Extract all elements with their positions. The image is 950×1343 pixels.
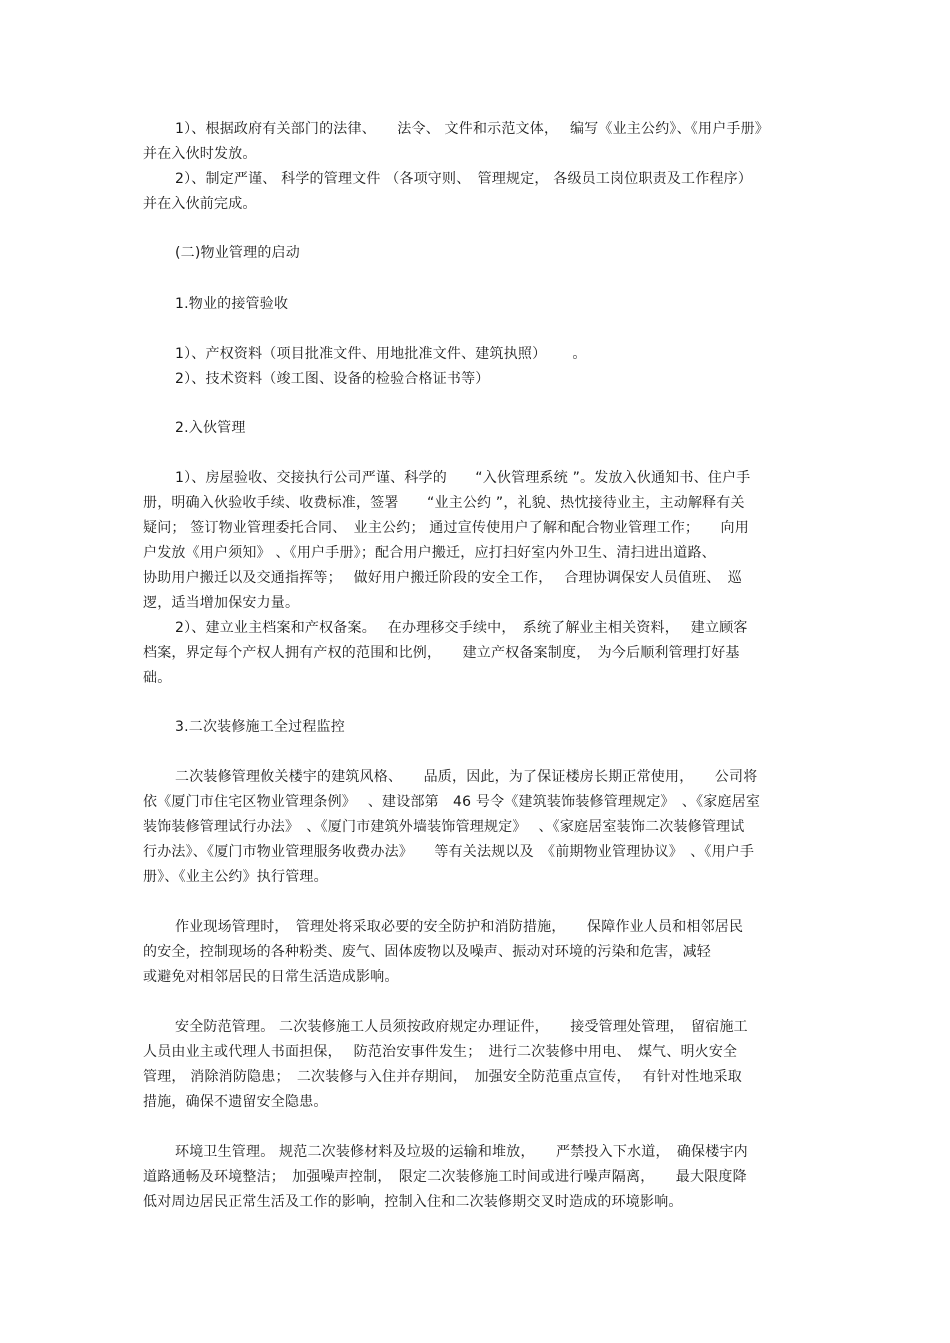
text-line: 安全防范管理。 二次装修施工人员须按政府规定办理证件， 接受管理处管理， 留宿施工 <box>175 1019 748 1035</box>
section-heading: (二)物业管理的启动 <box>175 245 300 261</box>
subsection-heading: 3.二次装修施工全过程监控 <box>175 719 345 735</box>
text-line: 或避免对相邻居民的日常生活造成影响。 <box>143 969 399 985</box>
text-line: 册，明确入伙验收手续、收费标准，签署 “业主公约 ”，礼貌、热忱接待业主，主动解释有关 <box>143 495 745 511</box>
text-line: 档案，界定每个产权人拥有产权的范围和比例， 建立产权备案制度， 为今后顺利管理打好基 <box>143 645 740 661</box>
text-line: 2）、技术资料（竣工图、设备的检验合格证书等） <box>175 371 490 387</box>
text-line: 逻，适当增加保安力量。 <box>143 595 300 611</box>
subsection-heading: 2.入伙管理 <box>175 420 246 436</box>
text-line: 人员由业主或代理人书面担保， 防范治安事件发生； 进行二次装修中用电、 煤气、明火安全 <box>143 1044 738 1060</box>
text-line: 户发放《用户须知》 、《用户手册》；配合用户搬迁，应打扫好室内外卫生、清扫进出道路、 <box>143 545 716 561</box>
text-line: 并在入伙时发放。 <box>143 146 257 162</box>
text-line: 疑问； 签订物业管理委托合同、 业主公约； 通过宣传使用户了解和配合物业管理工作； 向用 <box>143 520 749 536</box>
text-line: 管理， 消除消防隐患； 二次装修与入住并存期间， 加强安全防范重点宣传， 有针对性地采取 <box>143 1069 742 1085</box>
text-line: 1）、房屋验收、交接执行公司严谨、科学的 “入伙管理系统 ”。发放入伙通知书、住户手 <box>175 470 751 486</box>
text-line: 措施，确保不遗留安全隐患。 <box>143 1094 328 1110</box>
text-line: 二次装修管理攸关楼宇的建筑风格、 品质，因此，为了保证楼房长期正常使用， 公司将 <box>175 769 758 785</box>
text-line: 协助用户搬迁以及交通指挥等； 做好用户搬迁阶段的安全工作， 合理协调保安人员值班、 巡 <box>143 570 742 586</box>
subsection-heading: 1.物业的接管验收 <box>175 296 289 312</box>
text-line: 道路通畅及环境整洁； 加强噪声控制， 限定二次装修施工时间或进行噪声隔离， 最大限度降 <box>143 1169 747 1185</box>
text-line: 2）、制定严谨、 科学的管理文件 （各项守则、 管理规定， 各级员工岗位职责及工作程序） <box>175 171 753 187</box>
text-line: 行办法》、《厦门市物业管理服务收费办法》 等有关法规以及 《前期物业管理协议》 、《用户手 <box>143 844 755 860</box>
text-line: 1）、根据政府有关部门的法律、 法令、 文件和示范文体， 编写《业主公约》、《用户手册》 <box>175 121 770 137</box>
text-line: 低对周边居民正常生活及工作的影响，控制入住和二次装修期交叉时造成的环境影响。 <box>143 1194 683 1210</box>
text-line: 装饰装修管理试行办法》 、《厦门市建筑外墙装饰管理规定》 、《家庭居室装饰二次装修管理试 <box>143 819 745 835</box>
text-line: 依《厦门市住宅区物业管理条例》 、建设部第 46 号令《建筑装饰装修管理规定》 、《家庭居室 <box>143 794 761 810</box>
text-line: 2）、建立业主档案和产权备案。 在办理移交手续中， 系统了解业主相关资料， 建立顾客 <box>175 620 748 636</box>
text-line: 册》、《业主公约》执行管理。 <box>143 869 328 885</box>
text-line: 1）、产权资料（项目批准文件、用地批准文件、建筑执照） 。 <box>175 346 587 362</box>
text-line: 础。 <box>143 670 172 686</box>
text-line: 环境卫生管理。 规范二次装修材料及垃圾的运输和堆放， 严禁投入下水道， 确保楼宇内 <box>175 1144 748 1160</box>
text-line: 作业现场管理时， 管理处将采取必要的安全防护和消防措施， 保障作业人员和相邻居民 <box>175 919 744 935</box>
text-line: 并在入伙前完成。 <box>143 196 257 212</box>
text-line: 的安全，控制现场的各种粉类、废气、固体废物以及噪声、振动对环境的污染和危害，减轻 <box>143 944 711 960</box>
